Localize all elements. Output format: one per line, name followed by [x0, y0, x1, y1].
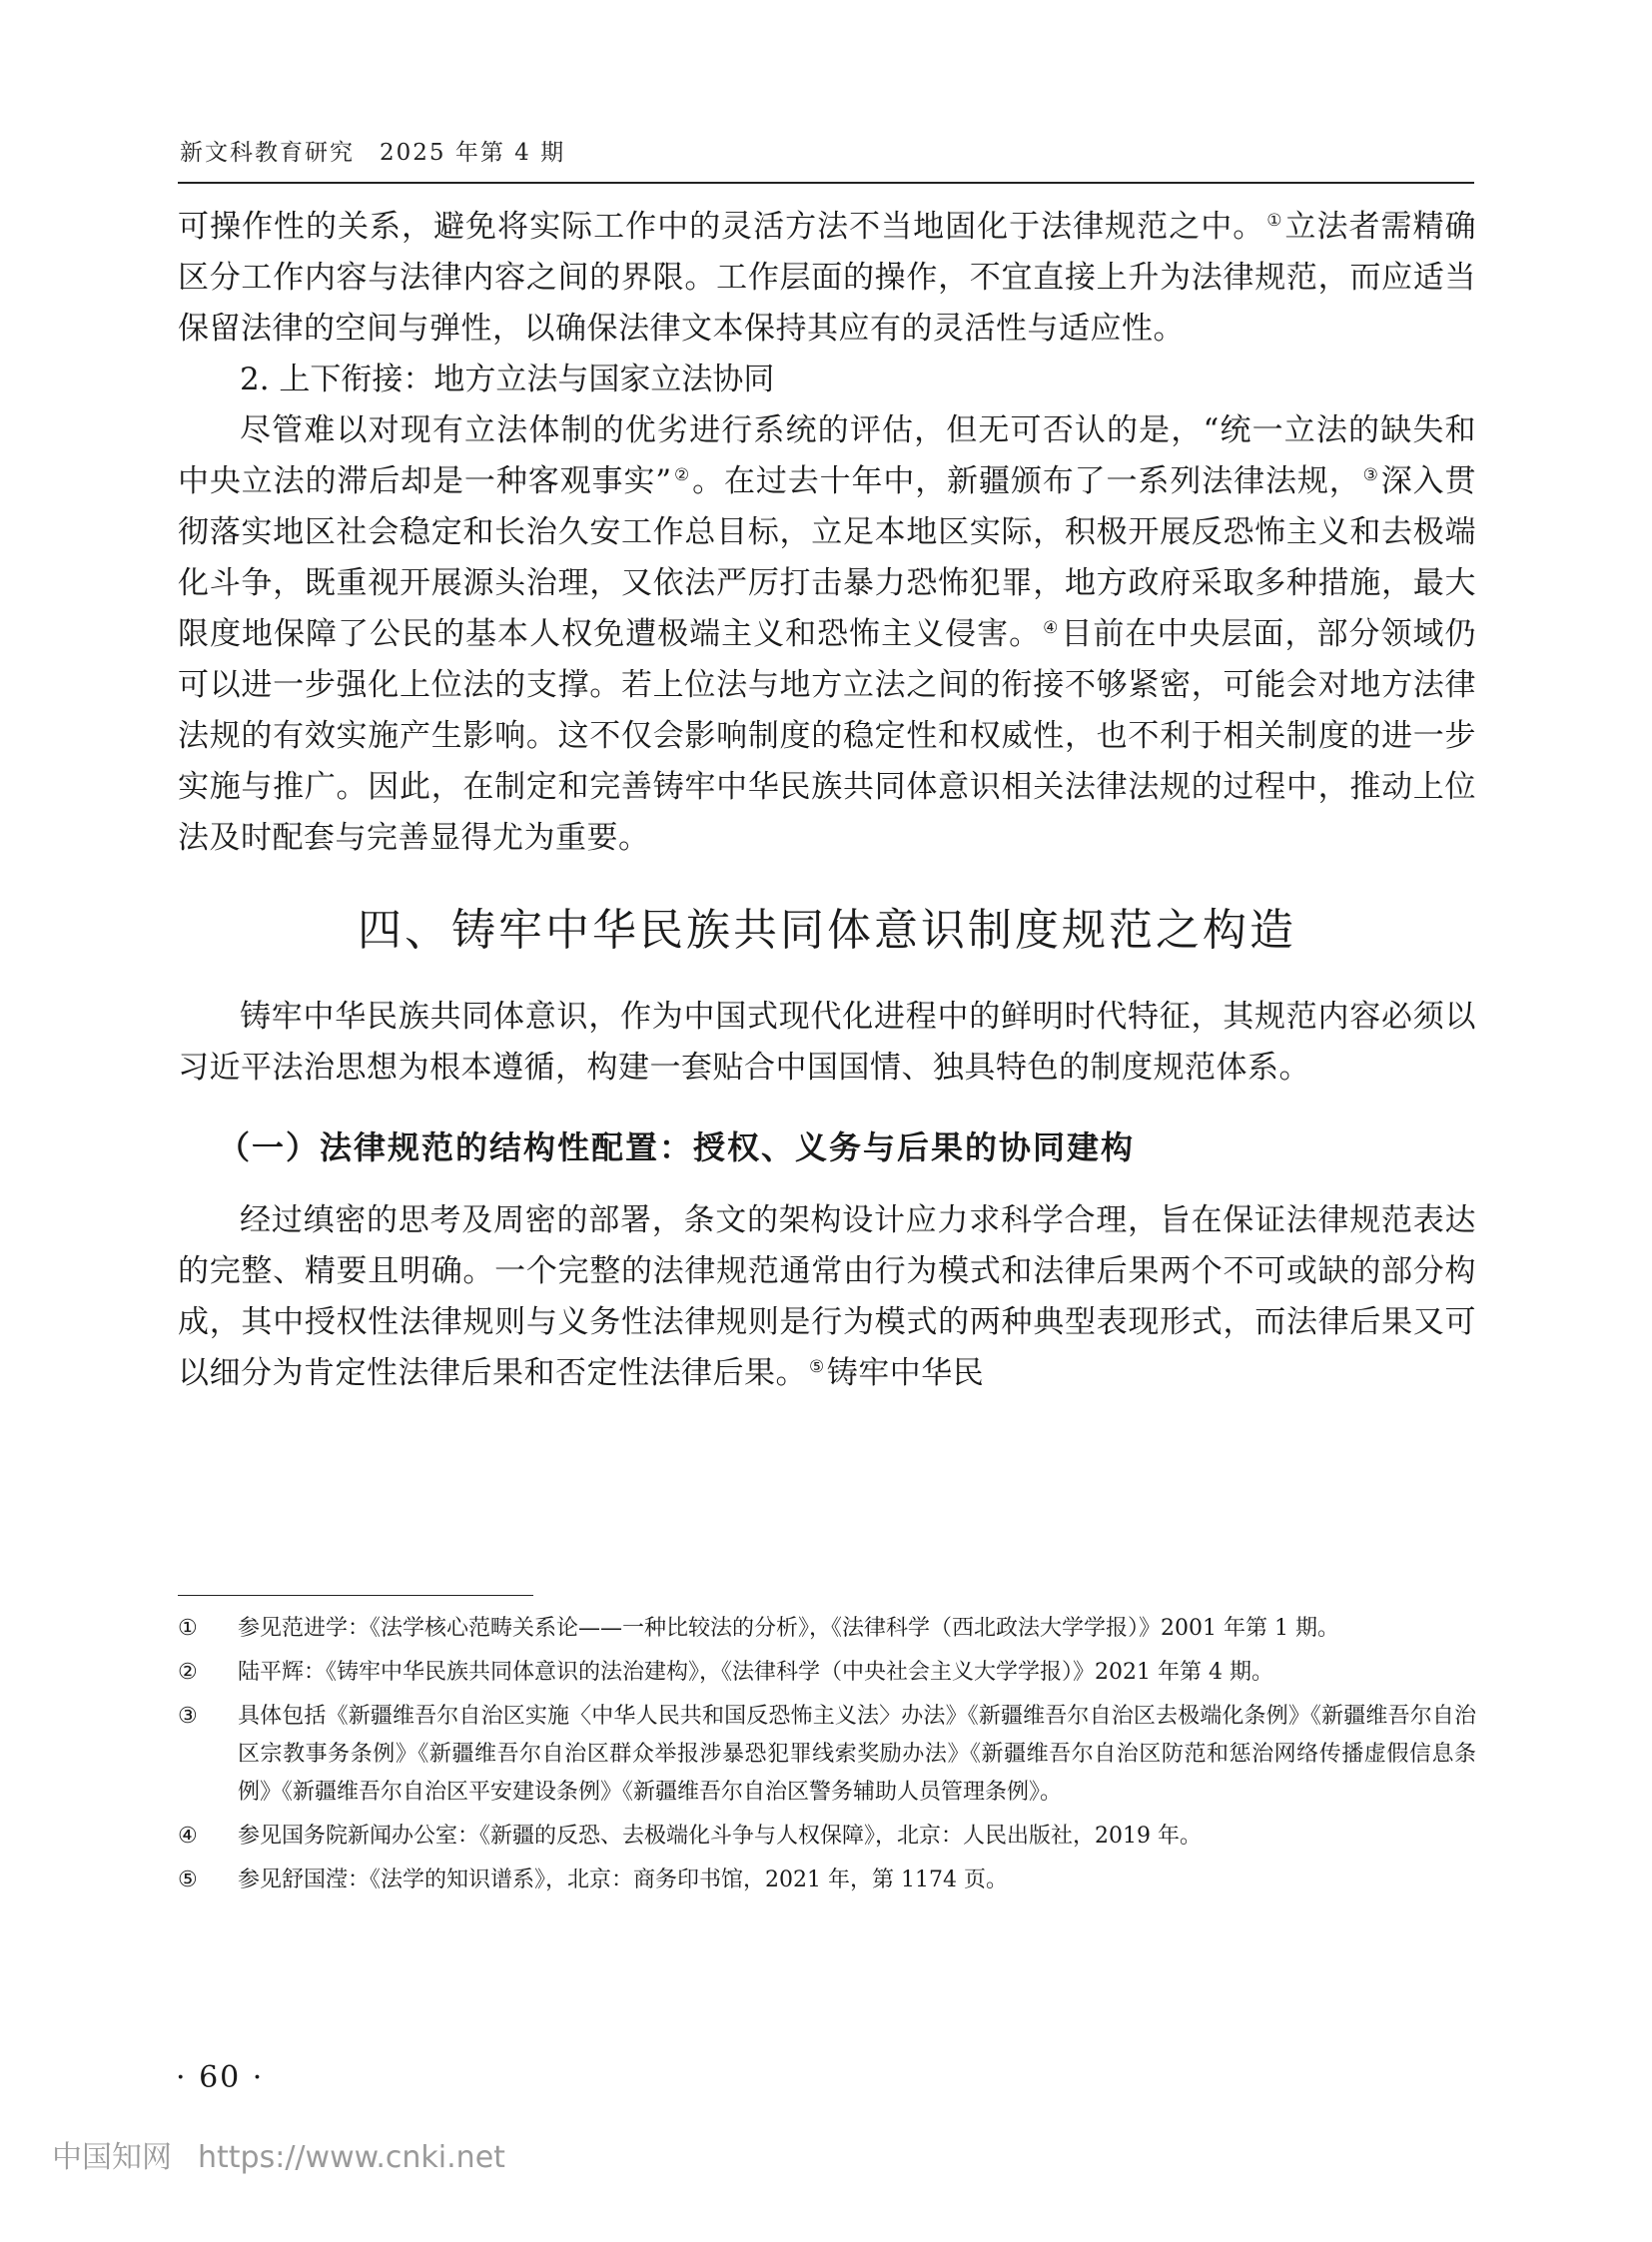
paragraph-4	[178, 1195, 1476, 1399]
footnote-4	[178, 1818, 1476, 1856]
paragraph-2-text-b: 。在过去十年中，新疆颁布了一系列法律法规，	[692, 463, 1361, 499]
subsection-heading: （一）法律规范的结构性配置：授权、义务与后果的协同建构	[218, 1128, 1136, 1166]
cnki-watermark	[52, 2132, 505, 2176]
footnote-ref-3[interactable]: ③	[1362, 464, 1379, 485]
footnote-number: ②	[178, 1660, 198, 1685]
footnote-number: ④	[178, 1824, 198, 1849]
footnote-number: ①	[178, 1616, 198, 1641]
footnotes	[178, 1610, 1476, 1905]
footnote-text: 参见舒国滢：《法学的知识谱系》，北京：商务印书馆，2021 年，第 1174 页。	[238, 1868, 1008, 1892]
paragraph-3: 铸牢中华民族共同体意识，作为中国式现代化进程中的鲜明时代特征，其规范内容必须以习近平法治思想为根本遵循，构建一套贴合中国国情、独具特色的制度规范体系。	[178, 999, 1476, 1086]
cnki-url[interactable]: https://www.cnki.net	[198, 2140, 505, 2175]
body-text	[178, 202, 1476, 1399]
header-rule	[178, 182, 1474, 184]
footnote-text: 陆平辉：《铸牢中华民族共同体意识的法治建构》，《法律科学（中央社会主义大学学报）》2021 年第 4 期。	[238, 1660, 1273, 1685]
paragraph-1-text-a: 可操作性的关系，避免将实际工作中的灵活方法不当地固化于法律规范之中。	[178, 209, 1265, 245]
cnki-logo-text: 中国知网	[52, 2140, 172, 2175]
footnote-text: 参见国务院新闻办公室：《新疆的反恐、去极端化斗争与人权保障》，北京：人民出版社，2019 年。	[238, 1824, 1202, 1849]
running-header: 新文科教育研究 2025 年第 4 期	[180, 140, 566, 166]
footnote-ref-2[interactable]: ②	[673, 464, 691, 485]
paragraph-2-text-c: 深入贯彻落实地区社会稳定和长治久安工作总目标，立足本地区实际，积极开展反恐怖主义和去极端化斗争，既重视开展源头治理，又依法严厉打击暴力恐怖犯罪，地方政府采取多种措施，最大限度地保障了公民的基本人权免遭极端主义和恐怖主义侵害。	[178, 463, 1476, 652]
footnote-3	[178, 1698, 1476, 1812]
page-number: · 60 ·	[176, 2060, 265, 2095]
footnote-text: 具体包括《新疆维吾尔自治区实施〈中华人民共和国反恐怖主义法〉办法》《新疆维吾尔自治区去极端化条例》《新疆维吾尔自治区宗教事务条例》《新疆维吾尔自治区群众举报涉暴恐犯罪线索奖励办法》《新疆维吾尔自治区防范和惩治网络传播虚假信息条例》《新疆维吾尔自治区平安建设条例》《新疆维吾尔自治区警务辅助人员管理条例》。	[238, 1704, 1476, 1805]
footnote-number: ⑤	[178, 1868, 198, 1892]
footnote-5	[178, 1862, 1476, 1899]
subheading-2: 2. 上下衔接：地方立法与国家立法协同	[240, 362, 775, 397]
paragraph-2-text-d: 目前在中央层面，部分领域仍可以进一步强化上位法的支撑。若上位法与地方立法之间的衔接不够紧密，可能会对地方法律法规的有效实施产生影响。这不仅会影响制度的稳定性和权威性，也不利于相关制度的进一步实施与推广。因此，在制定和完善铸牢中华民族共同体意识相关法律法规的过程中，推动上位法及时配套与完善显得尤为重要。	[178, 616, 1476, 856]
footnote-ref-4[interactable]: ④	[1043, 617, 1060, 638]
paragraph-2	[178, 405, 1476, 864]
footnote-number: ③	[178, 1704, 198, 1729]
paragraph-4-text-b: 铸牢中华民	[826, 1355, 985, 1391]
paragraph-4-text-a: 经过缜密的思考及周密的部署，条文的架构设计应力求科学合理，旨在保证法律规范表达的完整、精要且明确。一个完整的法律规范通常由行为模式和法律后果两个不可或缺的部分构成，其中授权性法律规则与义务性法律规则是行为模式的两种典型表现形式，而法律后果又可以细分为肯定性法律后果和否定性法律后果。	[178, 1202, 1476, 1391]
footnote-ref-5[interactable]: ⑤	[809, 1356, 825, 1377]
section-heading: 四、铸牢中华民族共同体意识制度规范之构造	[358, 905, 1296, 956]
paragraph-1-text-b: 立法者需精确区分工作内容与法律内容之间的界限。工作层面的操作，不宜直接上升为法律规范，而应适当保留法律的空间与弹性，以确保法律文本保持其应有的灵活性与适应性。	[178, 209, 1476, 347]
footnote-text: 参见范进学：《法学核心范畴关系论——一种比较法的分析》，《法律科学（西北政法大学学报）》2001 年第 1 期。	[238, 1616, 1339, 1641]
footnote-ref-1[interactable]: ①	[1266, 210, 1283, 231]
footnote-rule	[178, 1595, 533, 1596]
paragraph-1	[178, 202, 1476, 355]
footnote-2	[178, 1654, 1476, 1692]
footnote-1	[178, 1610, 1476, 1648]
paragraph-2-text-a: 尽管难以对现有立法体制的优劣进行系统的评估，但无可否认的是，“统一立法的缺失和中央立法的滞后却是一种客观事实”	[178, 412, 1476, 499]
